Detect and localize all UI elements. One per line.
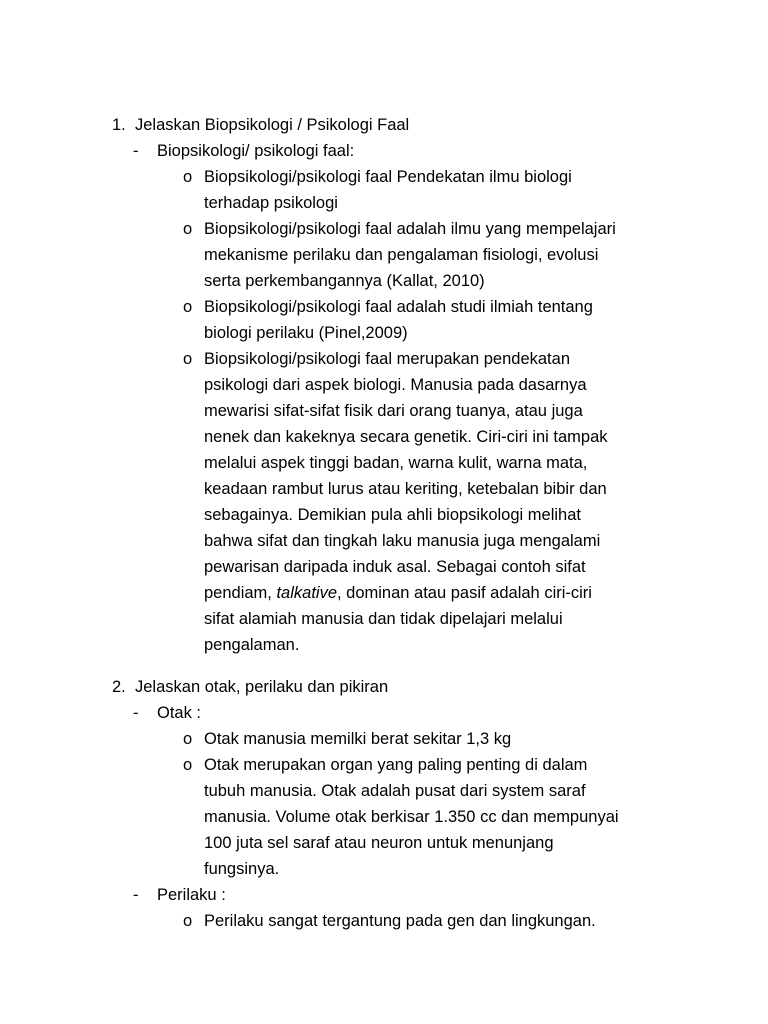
bullet-line: pewarisan daripada induk asal. Sebagai contoh sifat	[204, 558, 586, 576]
bullet-line: Biopsikologi/psikologi faal adalah studi ilmiah tentang	[204, 298, 593, 316]
question-title: Jelaskan otak, perilaku dan pikiran	[135, 678, 389, 696]
dash-marker: -	[133, 704, 139, 722]
text-segment: pendiam,	[204, 584, 277, 602]
bullet-line: mewarisi sifat-sifat fisik dari orang tuanya, atau juga	[204, 402, 583, 420]
bullet-line: pengalaman.	[204, 636, 300, 654]
bullet-line: terhadap psikologi	[204, 194, 338, 212]
bullet-line: psikologi dari aspek biologi. Manusia pada dasarnya	[204, 376, 587, 394]
circle-bullet: o	[183, 756, 193, 774]
bullet-line: Biopsikologi/psikologi faal adalah ilmu yang mempelajari	[204, 220, 616, 238]
dash-marker: -	[133, 142, 139, 160]
bullet-line: sebagainya. Demikian pula ahli biopsikologi melihat	[204, 506, 581, 524]
bullet-line: melalui aspek tinggi badan, warna kulit, warna mata,	[204, 454, 588, 472]
dash-marker: -	[133, 886, 139, 904]
bullet-line: Biopsikologi/psikologi faal Pendekatan ilmu biologi	[204, 168, 572, 186]
circle-bullet: o	[183, 298, 193, 316]
bullet-line: Otak manusia memilki berat sekitar 1,3 kg	[204, 730, 512, 748]
bullet-line: mekanisme perilaku dan pengalaman fisiologi, evolusi	[204, 246, 599, 264]
circle-bullet: o	[183, 168, 193, 186]
question-number: 2.	[112, 678, 126, 696]
question-number: 1.	[112, 116, 126, 134]
bullet-line: keadaan rambut lurus atau keriting, ketebalan bibir dan	[204, 480, 607, 498]
bullet-line: Biopsikologi/psikologi faal merupakan pendekatan	[204, 350, 570, 368]
subheading-text: Otak :	[157, 704, 202, 722]
circle-bullet: o	[183, 220, 193, 238]
italic-term: talkative	[276, 584, 337, 602]
bullet-line: manusia. Volume otak berkisar 1.350 cc dan mempunyai	[204, 808, 619, 826]
question-title: Jelaskan Biopsikologi / Psikologi Faal	[135, 116, 410, 134]
circle-bullet: o	[183, 730, 193, 748]
bullet-line: Otak merupakan organ yang paling penting di dalam	[204, 756, 588, 774]
bullet-line: nenek dan kakeknya secara genetik. Ciri-ciri ini tampak	[204, 428, 608, 446]
subheading-text: Biopsikologi/ psikologi faal:	[157, 142, 355, 160]
circle-bullet: o	[183, 350, 193, 368]
bullet-line: biologi perilaku (Pinel,2009)	[204, 324, 408, 342]
bullet-line: sifat alamiah manusia dan tidak dipelajari melalui	[204, 610, 563, 628]
bullet-line: serta perkembangannya (Kallat, 2010)	[204, 272, 485, 290]
bullet-line-italic	[204, 580, 592, 606]
subheading-text: Perilaku :	[157, 886, 226, 904]
text-segment: , dominan atau pasif adalah ciri-ciri	[337, 584, 592, 602]
circle-bullet: o	[183, 912, 193, 930]
bullet-line: Perilaku sangat tergantung pada gen dan lingkungan.	[204, 912, 596, 930]
bullet-line: tubuh manusia. Otak adalah pusat dari system saraf	[204, 782, 586, 800]
bullet-line: bahwa sifat dan tingkah laku manusia juga mengalami	[204, 532, 601, 550]
bullet-line: 100 juta sel saraf atau neuron untuk menunjang	[204, 834, 554, 852]
bullet-line: fungsinya.	[204, 860, 280, 878]
